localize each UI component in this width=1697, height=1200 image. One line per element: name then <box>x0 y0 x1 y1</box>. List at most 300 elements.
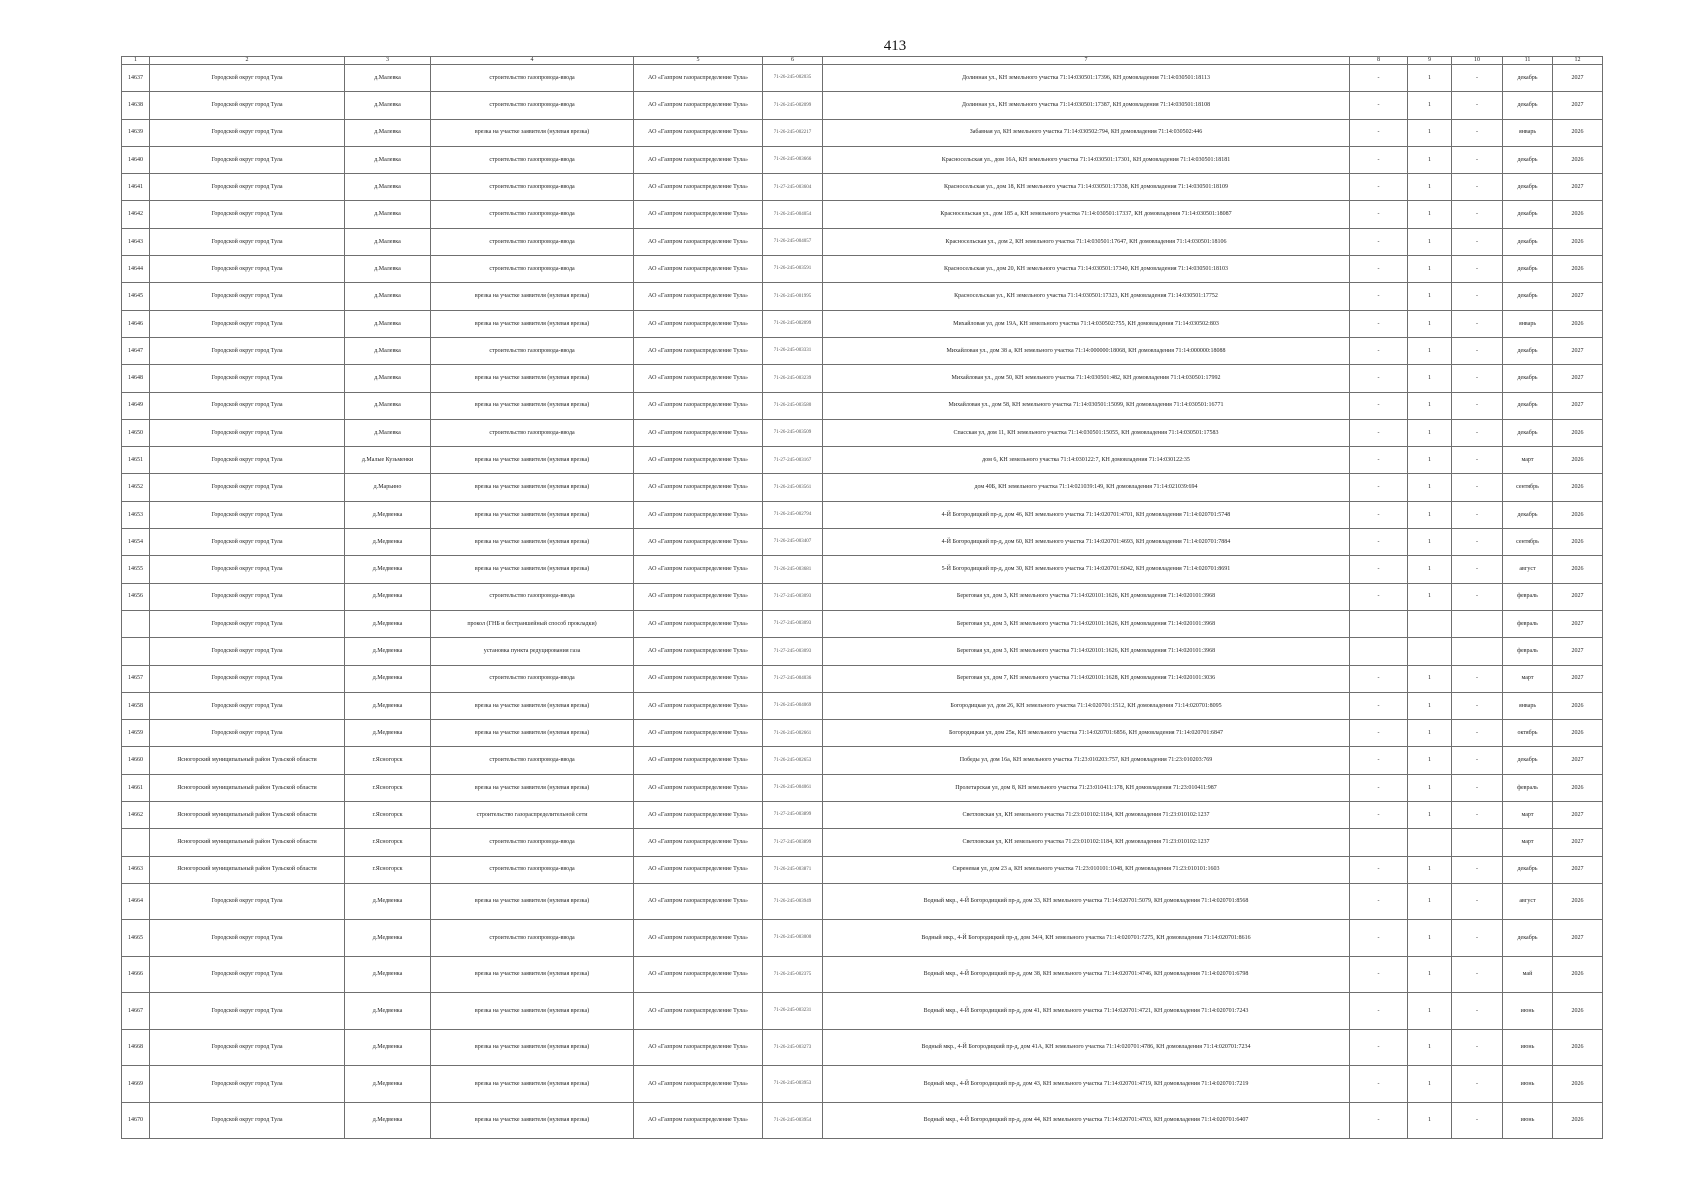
row-number-cell: 14670 <box>122 1102 150 1139</box>
row-number-cell: 14662 <box>122 802 150 829</box>
purpose-cell: врезка на участке заявителя (нулевая врезка) <box>431 720 634 747</box>
col9-cell: 1 <box>1408 310 1452 337</box>
month-cell: февраль <box>1503 774 1553 801</box>
code-cell: 71-26-245-004061 <box>763 774 823 801</box>
purpose-cell: врезка на участке заявителя (нулевая врезка) <box>431 474 634 501</box>
organization-cell: АО «Газпром газораспределение Тула» <box>634 583 763 610</box>
settlement-cell: д.Медвенка <box>345 501 431 528</box>
address-cell: Сиреневая ул, дом 23 а, КН земельного участка 71:23:010101:1048, КН домовладения 71:23:010101:1603 <box>823 856 1350 883</box>
row-number-cell: 14647 <box>122 337 150 364</box>
col9-cell: 1 <box>1408 883 1452 920</box>
district-cell: Ясногорский муниципальный район Тульской области <box>150 802 345 829</box>
address-cell: Михайловая ул., дом 58, КН земельного участка 71:14:030501:15099, КН домовладения 71:14:030501:16771 <box>823 392 1350 419</box>
organization-cell: АО «Газпром газораспределение Тула» <box>634 993 763 1030</box>
year-cell: 2026 <box>1553 119 1603 146</box>
col8-cell: - <box>1350 365 1408 392</box>
month-cell: декабрь <box>1503 365 1553 392</box>
organization-cell: АО «Газпром газораспределение Тула» <box>634 665 763 692</box>
col8-cell: - <box>1350 201 1408 228</box>
col9-cell <box>1408 610 1452 637</box>
col9-cell: 1 <box>1408 956 1452 993</box>
district-cell: Городской округ город Тула <box>150 993 345 1030</box>
table-row <box>122 556 1603 583</box>
code-cell: 71-26-245-003953 <box>763 1066 823 1103</box>
table-row <box>122 119 1603 146</box>
col8-cell: - <box>1350 556 1408 583</box>
district-cell: Городской округ город Тула <box>150 474 345 501</box>
address-cell: Богородицкая ул, дом 26, КН земельного участка 71:14:020701:1512, КН домовладения 71:14:020701:8095 <box>823 692 1350 719</box>
col8-cell: - <box>1350 283 1408 310</box>
table-row <box>122 774 1603 801</box>
year-cell: 2027 <box>1553 638 1603 665</box>
col10-cell: - <box>1452 920 1503 957</box>
organization-cell: АО «Газпром газораспределение Тула» <box>634 774 763 801</box>
address-cell: Забавная ул, КН земельного участка 71:14:030502:794, КН домовладения 71:14:030502:446 <box>823 119 1350 146</box>
purpose-cell: строительство газопровода-ввода <box>431 665 634 692</box>
settlement-cell: г.Ясногорск <box>345 747 431 774</box>
address-cell: Водный мкр., 4-Й Богородицкий пр-д, дом 34/4, КН земельного участка 71:14:020701:7275, КН домовладения 71:14:020701:8616 <box>823 920 1350 957</box>
address-cell: Береговая ул, дом 3, КН земельного участка 71:14:020101:1626, КН домовладения 71:14:020101:3968 <box>823 610 1350 637</box>
organization-cell: АО «Газпром газораспределение Тула» <box>634 1066 763 1103</box>
month-cell: июнь <box>1503 1102 1553 1139</box>
address-cell: Долинная ул., КН земельного участка 71:14:030501:17396, КН домовладения 71:14:030501:18113 <box>823 65 1350 92</box>
column-header: 5 <box>634 57 763 65</box>
col9-cell: 1 <box>1408 419 1452 446</box>
month-cell: сентябрь <box>1503 474 1553 501</box>
settlement-cell: г.Ясногорск <box>345 829 431 856</box>
address-cell: Пролетарская ул, дом 8, КН земельного участка 71:23:010411:178, КН домовладения 71:23:010411:987 <box>823 774 1350 801</box>
col8-cell: - <box>1350 1102 1408 1139</box>
code-cell: 71-26-245-003273 <box>763 1029 823 1066</box>
district-cell: Городской округ город Тула <box>150 310 345 337</box>
col8-cell: - <box>1350 920 1408 957</box>
table-row <box>122 856 1603 883</box>
row-number-cell: 14640 <box>122 146 150 173</box>
col10-cell: - <box>1452 310 1503 337</box>
col8-cell: - <box>1350 228 1408 255</box>
code-cell: 71-26-245-002099 <box>763 92 823 119</box>
address-cell: дом 6, КН земельного участка 71:14:030122:7, КН домовладения 71:14:030122:35 <box>823 447 1350 474</box>
settlement-cell: д.Малевка <box>345 65 431 92</box>
district-cell: Городской округ город Тула <box>150 583 345 610</box>
col8-cell: - <box>1350 310 1408 337</box>
col9-cell <box>1408 829 1452 856</box>
year-cell: 2027 <box>1553 65 1603 92</box>
table-row <box>122 610 1603 637</box>
col9-cell: 1 <box>1408 583 1452 610</box>
col9-cell: 1 <box>1408 201 1452 228</box>
code-cell: 71-26-245-002035 <box>763 65 823 92</box>
settlement-cell: д.Малевка <box>345 119 431 146</box>
row-number-cell: 14642 <box>122 201 150 228</box>
month-cell: июнь <box>1503 1029 1553 1066</box>
settlement-cell: д.Малевка <box>345 256 431 283</box>
gasification-table <box>121 56 1603 1139</box>
year-cell: 2026 <box>1553 529 1603 556</box>
settlement-cell: д.Малевка <box>345 310 431 337</box>
col9-cell: 1 <box>1408 1102 1452 1139</box>
col10-cell: - <box>1452 119 1503 146</box>
row-number-cell: 14664 <box>122 883 150 920</box>
organization-cell: АО «Газпром газораспределение Тула» <box>634 146 763 173</box>
col10-cell: - <box>1452 447 1503 474</box>
row-number-cell: 14660 <box>122 747 150 774</box>
table-row <box>122 501 1603 528</box>
row-number-cell: 14639 <box>122 119 150 146</box>
row-number-cell: 14653 <box>122 501 150 528</box>
col9-cell: 1 <box>1408 174 1452 201</box>
col10-cell: - <box>1452 92 1503 119</box>
purpose-cell: строительство газопровода-ввода <box>431 920 634 957</box>
settlement-cell: д.Медвенка <box>345 1066 431 1103</box>
code-cell: 71-26-245-003331 <box>763 337 823 364</box>
table-row <box>122 829 1603 856</box>
month-cell: январь <box>1503 119 1553 146</box>
row-number-cell: 14651 <box>122 447 150 474</box>
year-cell: 2027 <box>1553 174 1603 201</box>
organization-cell: АО «Газпром газораспределение Тула» <box>634 1029 763 1066</box>
row-number-cell: 14654 <box>122 529 150 556</box>
settlement-cell: д.Малевка <box>345 228 431 255</box>
month-cell: февраль <box>1503 583 1553 610</box>
district-cell: Городской округ город Тула <box>150 665 345 692</box>
settlement-cell: д.Малевка <box>345 146 431 173</box>
table-row <box>122 447 1603 474</box>
row-number-cell: 14661 <box>122 774 150 801</box>
organization-cell: АО «Газпром газораспределение Тула» <box>634 283 763 310</box>
table-row <box>122 201 1603 228</box>
settlement-cell: д.Малевка <box>345 392 431 419</box>
row-number-cell: 14649 <box>122 392 150 419</box>
address-cell: Михайловая ул., дом 50, КН земельного участка 71:14:030501:482, КН домовладения 71:14:030501:17992 <box>823 365 1350 392</box>
purpose-cell: врезка на участке заявителя (нулевая врезка) <box>431 956 634 993</box>
purpose-cell: строительство газопровода-ввода <box>431 337 634 364</box>
settlement-cell: д.Медвенка <box>345 720 431 747</box>
col8-cell: - <box>1350 583 1408 610</box>
address-cell: Победы ул, дом 16а, КН земельного участка 71:23:010203:757, КН домовладения 71:23:010203:769 <box>823 747 1350 774</box>
month-cell: декабрь <box>1503 747 1553 774</box>
district-cell: Городской округ город Тула <box>150 92 345 119</box>
district-cell: Городской округ город Тула <box>150 256 345 283</box>
purpose-cell: врезка на участке заявителя (нулевая врезка) <box>431 1066 634 1103</box>
row-number-cell: 14659 <box>122 720 150 747</box>
address-cell: Водный мкр., 4-Й Богородицкий пр-д, дом 43, КН земельного участка 71:14:020701:4719, КН домовладения 71:14:020701:7219 <box>823 1066 1350 1103</box>
col9-cell: 1 <box>1408 1066 1452 1103</box>
year-cell: 2026 <box>1553 1066 1603 1103</box>
col9-cell <box>1408 638 1452 665</box>
district-cell: Городской округ город Тула <box>150 419 345 446</box>
col8-cell: - <box>1350 447 1408 474</box>
settlement-cell: г.Ясногорск <box>345 802 431 829</box>
organization-cell: АО «Газпром газораспределение Тула» <box>634 92 763 119</box>
table-row <box>122 720 1603 747</box>
col8-cell: - <box>1350 174 1408 201</box>
col9-cell: 1 <box>1408 337 1452 364</box>
col8-cell <box>1350 610 1408 637</box>
code-cell: 71-27-245-003899 <box>763 802 823 829</box>
column-header: 9 <box>1408 57 1452 65</box>
settlement-cell: д.Малевка <box>345 419 431 446</box>
district-cell: Городской округ город Тула <box>150 65 345 92</box>
row-number-cell: 14641 <box>122 174 150 201</box>
settlement-cell: д.Малевка <box>345 174 431 201</box>
address-cell: Красносельская ул., дом 20, КН земельного участка 71:14:030501:17340, КН домовладения 71:14:030501:18103 <box>823 256 1350 283</box>
code-cell: 71-27-245-003093 <box>763 638 823 665</box>
organization-cell: АО «Газпром газораспределение Тула» <box>634 228 763 255</box>
year-cell: 2026 <box>1553 447 1603 474</box>
code-cell: 71-27-245-003167 <box>763 447 823 474</box>
col10-cell: - <box>1452 419 1503 446</box>
year-cell: 2026 <box>1553 956 1603 993</box>
col8-cell: - <box>1350 65 1408 92</box>
month-cell: декабрь <box>1503 501 1553 528</box>
code-cell: 71-26-245-002375 <box>763 956 823 993</box>
address-cell: Береговая ул, дом 7, КН земельного участка 71:14:020101:1628, КН домовладения 71:14:020101:3036 <box>823 665 1350 692</box>
address-cell: Светловская ул, КН земельного участка 71:23:010102:1184, КН домовладения 71:23:010102:1237 <box>823 802 1350 829</box>
settlement-cell: д.Медвенка <box>345 610 431 637</box>
purpose-cell: строительство газопровода-ввода <box>431 419 634 446</box>
col9-cell: 1 <box>1408 283 1452 310</box>
row-number-cell: 14652 <box>122 474 150 501</box>
col9-cell: 1 <box>1408 447 1452 474</box>
address-cell: 4-Й Богородицкий пр-д, дом 46, КН земельного участка 71:14:020701:4701, КН домовладения 71:14:020701:5748 <box>823 501 1350 528</box>
table-body <box>122 65 1603 1139</box>
district-cell: Городской округ город Тула <box>150 529 345 556</box>
col9-cell: 1 <box>1408 365 1452 392</box>
col8-cell: - <box>1350 256 1408 283</box>
col8-cell: - <box>1350 392 1408 419</box>
table-row <box>122 956 1603 993</box>
col9-cell: 1 <box>1408 529 1452 556</box>
year-cell: 2027 <box>1553 337 1603 364</box>
year-cell: 2026 <box>1553 720 1603 747</box>
address-cell: Водный мкр., 4-Й Богородицкий пр-д, дом 38, КН земельного участка 71:14:020701:4746, КН домовладения 71:14:020701:6798 <box>823 956 1350 993</box>
col9-cell: 1 <box>1408 392 1452 419</box>
district-cell: Городской округ город Тула <box>150 365 345 392</box>
table-row <box>122 419 1603 446</box>
code-cell: 71-26-245-003561 <box>763 474 823 501</box>
col10-cell <box>1452 829 1503 856</box>
address-cell: Красносельская ул., КН земельного участка 71:14:030501:17323, КН домовладения 71:14:030501:17752 <box>823 283 1350 310</box>
col8-cell: - <box>1350 1066 1408 1103</box>
district-cell: Городской округ город Тула <box>150 556 345 583</box>
district-cell: Городской округ город Тула <box>150 447 345 474</box>
address-cell: Красносельская ул., дом 18, КН земельного участка 71:14:030501:17338, КН домовладения 71:14:030501:18109 <box>823 174 1350 201</box>
year-cell: 2027 <box>1553 747 1603 774</box>
district-cell: Городской округ город Тула <box>150 201 345 228</box>
month-cell: май <box>1503 956 1553 993</box>
year-cell: 2027 <box>1553 829 1603 856</box>
col8-cell: - <box>1350 419 1408 446</box>
purpose-cell: врезка на участке заявителя (нулевая врезка) <box>431 883 634 920</box>
settlement-cell: д.Медвенка <box>345 883 431 920</box>
year-cell: 2026 <box>1553 883 1603 920</box>
col10-cell: - <box>1452 665 1503 692</box>
col8-cell <box>1350 638 1408 665</box>
purpose-cell: строительство газопровода-ввода <box>431 201 634 228</box>
col9-cell: 1 <box>1408 802 1452 829</box>
code-cell: 71-26-245-002653 <box>763 747 823 774</box>
table-row <box>122 256 1603 283</box>
address-cell: Долинная ул., КН земельного участка 71:14:030501:17387, КН домовладения 71:14:030501:18108 <box>823 92 1350 119</box>
purpose-cell: врезка на участке заявителя (нулевая врезка) <box>431 1102 634 1139</box>
year-cell: 2027 <box>1553 920 1603 957</box>
month-cell: декабрь <box>1503 419 1553 446</box>
address-cell: Красносельская ул., дом 16А, КН земельного участка 71:14:030501:17301, КН домовладения 71:14:030501:18181 <box>823 146 1350 173</box>
organization-cell: АО «Газпром газораспределение Тула» <box>634 610 763 637</box>
col10-cell: - <box>1452 956 1503 993</box>
purpose-cell: строительство газопровода-ввода <box>431 146 634 173</box>
month-cell: декабрь <box>1503 920 1553 957</box>
settlement-cell: д.Малевка <box>345 92 431 119</box>
col10-cell <box>1452 638 1503 665</box>
row-number-cell: 14650 <box>122 419 150 446</box>
organization-cell: АО «Газпром газораспределение Тула» <box>634 447 763 474</box>
col10-cell: - <box>1452 474 1503 501</box>
month-cell: декабрь <box>1503 65 1553 92</box>
address-cell: Михайловая ул., дом 38 а, КН земельного участка 71:14:000000:18068, КН домовладения 71:14:000000:18088 <box>823 337 1350 364</box>
month-cell: декабрь <box>1503 228 1553 255</box>
col8-cell: - <box>1350 474 1408 501</box>
purpose-cell: врезка на участке заявителя (нулевая врезка) <box>431 119 634 146</box>
col10-cell: - <box>1452 720 1503 747</box>
district-cell: Ясногорский муниципальный район Тульской области <box>150 829 345 856</box>
code-cell: 71-26-245-003666 <box>763 146 823 173</box>
district-cell: Городской округ город Тула <box>150 119 345 146</box>
address-cell: Богородицкая ул, дом 25к, КН земельного участка 71:14:020701:6856, КН домовладения 71:14:020701:6847 <box>823 720 1350 747</box>
row-number-cell: 14645 <box>122 283 150 310</box>
row-number-cell: 14648 <box>122 365 150 392</box>
col8-cell: - <box>1350 529 1408 556</box>
col9-cell: 1 <box>1408 692 1452 719</box>
col9-cell: 1 <box>1408 92 1452 119</box>
settlement-cell: д.Медвенка <box>345 529 431 556</box>
settlement-cell: д.Малевка <box>345 337 431 364</box>
organization-cell: АО «Газпром газораспределение Тула» <box>634 474 763 501</box>
row-number-cell: 14657 <box>122 665 150 692</box>
col10-cell: - <box>1452 747 1503 774</box>
code-cell: 71-26-245-003580 <box>763 392 823 419</box>
district-cell: Городской округ город Тула <box>150 228 345 255</box>
month-cell: декабрь <box>1503 856 1553 883</box>
month-cell: декабрь <box>1503 201 1553 228</box>
col8-cell: - <box>1350 856 1408 883</box>
address-cell: 5-Й Богородицкий пр-д, дом 30, КН земельного участка 71:14:020701:6042, КН домовладения 71:14:020701:8691 <box>823 556 1350 583</box>
organization-cell: АО «Газпром газораспределение Тула» <box>634 802 763 829</box>
col10-cell: - <box>1452 228 1503 255</box>
column-header: 10 <box>1452 57 1503 65</box>
settlement-cell: д.Малевка <box>345 201 431 228</box>
col8-cell: - <box>1350 692 1408 719</box>
table-row <box>122 883 1603 920</box>
month-cell: октябрь <box>1503 720 1553 747</box>
table-row <box>122 747 1603 774</box>
organization-cell: АО «Газпром газораспределение Тула» <box>634 201 763 228</box>
purpose-cell: строительство газопровода-ввода <box>431 856 634 883</box>
col9-cell: 1 <box>1408 1029 1452 1066</box>
purpose-cell: врезка на участке заявителя (нулевая врезка) <box>431 283 634 310</box>
organization-cell: АО «Газпром газораспределение Тула» <box>634 856 763 883</box>
purpose-cell: врезка на участке заявителя (нулевая врезка) <box>431 692 634 719</box>
column-header: 4 <box>431 57 634 65</box>
settlement-cell: д.Медвенка <box>345 920 431 957</box>
col10-cell: - <box>1452 774 1503 801</box>
col10-cell: - <box>1452 802 1503 829</box>
month-cell: февраль <box>1503 638 1553 665</box>
organization-cell: АО «Газпром газораспределение Тула» <box>634 1102 763 1139</box>
col8-cell: - <box>1350 119 1408 146</box>
organization-cell: АО «Газпром газораспределение Тула» <box>634 747 763 774</box>
col10-cell: - <box>1452 501 1503 528</box>
column-header: 2 <box>150 57 345 65</box>
year-cell: 2026 <box>1553 1102 1603 1139</box>
col8-cell: - <box>1350 747 1408 774</box>
purpose-cell: строительство газопровода-ввода <box>431 829 634 856</box>
address-cell: Красносельская ул., дом 2, КН земельного участка 71:14:030501:17647, КН домовладения 71:14:030501:18106 <box>823 228 1350 255</box>
purpose-cell: строительство газораспределительной сети <box>431 802 634 829</box>
purpose-cell: врезка на участке заявителя (нулевая врезка) <box>431 993 634 1030</box>
row-number-cell: 14643 <box>122 228 150 255</box>
code-cell: 71-27-245-003604 <box>763 174 823 201</box>
year-cell: 2027 <box>1553 665 1603 692</box>
col10-cell: - <box>1452 392 1503 419</box>
month-cell: август <box>1503 556 1553 583</box>
code-cell: 71-26-245-002217 <box>763 119 823 146</box>
table-row <box>122 337 1603 364</box>
address-cell: Береговая ул, дом 3, КН земельного участка 71:14:020101:1626, КН домовладения 71:14:020101:3968 <box>823 638 1350 665</box>
year-cell: 2026 <box>1553 474 1603 501</box>
col9-cell: 1 <box>1408 720 1452 747</box>
table-row <box>122 1029 1603 1066</box>
year-cell: 2027 <box>1553 92 1603 119</box>
col10-cell: - <box>1452 529 1503 556</box>
row-number-cell <box>122 829 150 856</box>
address-cell: 4-Й Богородицкий пр-д, дом 60, КН земельного участка 71:14:020701:4693, КН домовладения 71:14:020701:7884 <box>823 529 1350 556</box>
year-cell: 2026 <box>1553 201 1603 228</box>
settlement-cell: г.Ясногорск <box>345 774 431 801</box>
col10-cell <box>1452 610 1503 637</box>
year-cell: 2027 <box>1553 610 1603 637</box>
col10-cell: - <box>1452 283 1503 310</box>
month-cell: декабрь <box>1503 174 1553 201</box>
code-cell: 71-26-245-003509 <box>763 419 823 446</box>
page-number: 413 <box>883 38 907 54</box>
address-cell: Спасская ул, дом 11, КН земельного участка 71:14:030501:15055, КН домовладения 71:14:030501:17583 <box>823 419 1350 446</box>
col8-cell: - <box>1350 92 1408 119</box>
year-cell: 2026 <box>1553 256 1603 283</box>
col8-cell <box>1350 829 1408 856</box>
code-cell: 71-26-245-003681 <box>763 556 823 583</box>
purpose-cell: врезка на участке заявителя (нулевая врезка) <box>431 501 634 528</box>
code-cell: 71-27-245-003093 <box>763 610 823 637</box>
table-row <box>122 146 1603 173</box>
code-cell: 71-26-245-002794 <box>763 501 823 528</box>
column-header: 11 <box>1503 57 1553 65</box>
organization-cell: АО «Газпром газораспределение Тула» <box>634 956 763 993</box>
settlement-cell: д.Медвенка <box>345 1102 431 1139</box>
district-cell: Городской округ город Тула <box>150 392 345 419</box>
table-row <box>122 92 1603 119</box>
month-cell: февраль <box>1503 610 1553 637</box>
table-row <box>122 365 1603 392</box>
organization-cell: АО «Газпром газораспределение Тула» <box>634 256 763 283</box>
purpose-cell: строительство газопровода-ввода <box>431 92 634 119</box>
address-cell: Водный мкр., 4-Й Богородицкий пр-д, дом 41А, КН земельного участка 71:14:020701:4786, КН домовладения 71:14:020701:7234 <box>823 1029 1350 1066</box>
purpose-cell: установка пункта редуцирования газа <box>431 638 634 665</box>
table-row <box>122 802 1603 829</box>
col10-cell: - <box>1452 201 1503 228</box>
code-cell: 71-26-245-004054 <box>763 201 823 228</box>
